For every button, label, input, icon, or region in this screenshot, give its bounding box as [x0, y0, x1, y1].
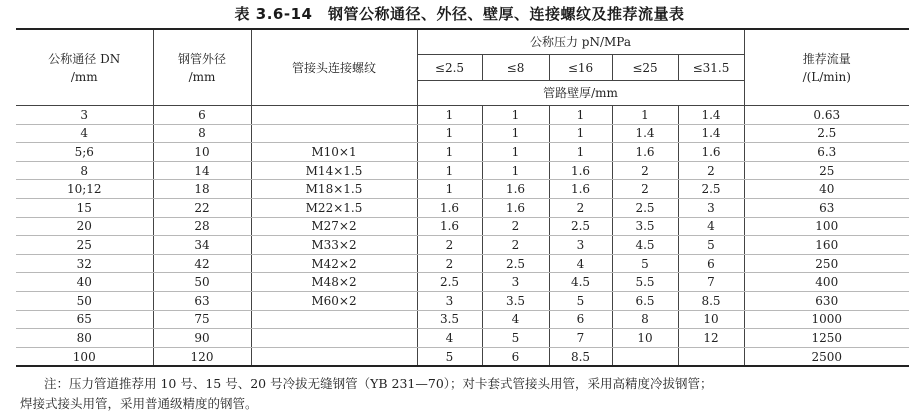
cell-od: 18	[153, 180, 251, 199]
table-row	[16, 329, 909, 348]
cell-od: 14	[153, 161, 251, 180]
cell-flow: 2.5	[744, 124, 909, 143]
cell-wall-8: 1	[482, 161, 549, 180]
header-pressure-level: ≤16	[549, 55, 612, 81]
note-line: 焊接式接头用管，采用普通级精度的钢管。	[20, 396, 258, 411]
cell-wall-8: 5	[482, 329, 549, 348]
cell-dn: 10;12	[16, 180, 153, 199]
header-flow	[744, 29, 909, 106]
header-pressure-level: ≤31.5	[678, 55, 744, 81]
cell-od: 63	[153, 291, 251, 310]
cell-wall-2_5: 1	[417, 180, 482, 199]
cell-flow: 40	[744, 180, 909, 199]
cell-wall-16: 4	[549, 254, 612, 273]
table-row	[16, 106, 909, 125]
cell-wall-31_5: 12	[678, 329, 744, 348]
cell-flow: 2500	[744, 347, 909, 366]
cell-wall-25: 8	[612, 310, 678, 329]
cell-flow: 400	[744, 273, 909, 292]
cell-flow: 1000	[744, 310, 909, 329]
table-row	[16, 198, 909, 217]
cell-wall-31_5: 7	[678, 273, 744, 292]
cell-od: 90	[153, 329, 251, 348]
cell-wall-16: 1.6	[549, 180, 612, 199]
cell-wall-25: 2.5	[612, 198, 678, 217]
cell-thread: M48×2	[251, 273, 417, 292]
cell-wall-2_5: 2	[417, 236, 482, 255]
cell-wall-25: 2	[612, 161, 678, 180]
cell-wall-2_5: 1	[417, 106, 482, 125]
header-thread: 管接头连接螺纹	[251, 29, 417, 106]
cell-thread: M10×1	[251, 143, 417, 162]
header-flow-unit: /(L/min)	[802, 69, 851, 84]
cell-wall-16: 4.5	[549, 273, 612, 292]
cell-dn: 40	[16, 273, 153, 292]
cell-wall-25: 5	[612, 254, 678, 273]
cell-wall-2_5: 1	[417, 161, 482, 180]
cell-flow: 25	[744, 161, 909, 180]
header-dn	[16, 29, 153, 106]
header-pressure: 公称压力 pN/MPa	[417, 29, 744, 55]
header-od-unit: /mm	[188, 69, 216, 84]
table-row	[16, 143, 909, 162]
cell-wall-31_5: 1.6	[678, 143, 744, 162]
cell-wall-16: 5	[549, 291, 612, 310]
table-row	[16, 161, 909, 180]
cell-dn: 4	[16, 124, 153, 143]
cell-thread: M22×1.5	[251, 198, 417, 217]
cell-wall-16: 1	[549, 143, 612, 162]
cell-thread: M60×2	[251, 291, 417, 310]
table-body	[16, 106, 909, 367]
cell-dn: 15	[16, 198, 153, 217]
cell-thread: M42×2	[251, 254, 417, 273]
cell-dn: 20	[16, 217, 153, 236]
table-row	[16, 180, 909, 199]
cell-wall-16: 1	[549, 124, 612, 143]
cell-od: 75	[153, 310, 251, 329]
cell-wall-16: 7	[549, 329, 612, 348]
cell-dn: 100	[16, 347, 153, 366]
header-od	[153, 29, 251, 106]
table-title: 表 3.6-14 钢管公称通径、外径、壁厚、连接螺纹及推荐流量表	[234, 5, 685, 23]
table-note	[20, 374, 915, 414]
cell-thread	[251, 124, 417, 143]
cell-wall-31_5: 4	[678, 217, 744, 236]
cell-flow: 63	[744, 198, 909, 217]
cell-dn: 25	[16, 236, 153, 255]
cell-od: 22	[153, 198, 251, 217]
cell-wall-8: 2	[482, 217, 549, 236]
cell-od: 50	[153, 273, 251, 292]
cell-wall-31_5: 1.4	[678, 106, 744, 125]
cell-flow: 630	[744, 291, 909, 310]
cell-wall-8: 1	[482, 143, 549, 162]
cell-wall-16: 2	[549, 198, 612, 217]
cell-wall-8: 1	[482, 106, 549, 125]
cell-od: 42	[153, 254, 251, 273]
cell-thread	[251, 329, 417, 348]
header-pressure-level: ≤25	[612, 55, 678, 81]
cell-wall-2_5: 1.6	[417, 217, 482, 236]
cell-wall-16: 3	[549, 236, 612, 255]
cell-wall-2_5: 3.5	[417, 310, 482, 329]
cell-wall-25: 1.4	[612, 124, 678, 143]
cell-wall-25: 1.6	[612, 143, 678, 162]
cell-wall-2_5: 3	[417, 291, 482, 310]
cell-flow: 1250	[744, 329, 909, 348]
cell-thread: M18×1.5	[251, 180, 417, 199]
cell-flow: 0.63	[744, 106, 909, 125]
cell-wall-25: 3.5	[612, 217, 678, 236]
cell-od: 28	[153, 217, 251, 236]
cell-wall-16: 6	[549, 310, 612, 329]
cell-wall-2_5: 2.5	[417, 273, 482, 292]
cell-wall-16: 1	[549, 106, 612, 125]
cell-wall-31_5: 3	[678, 198, 744, 217]
cell-wall-31_5: 2	[678, 161, 744, 180]
cell-wall-8: 1.6	[482, 180, 549, 199]
cell-wall-8: 3.5	[482, 291, 549, 310]
cell-wall-2_5: 1	[417, 143, 482, 162]
cell-dn: 32	[16, 254, 153, 273]
table-row	[16, 254, 909, 273]
cell-dn: 8	[16, 161, 153, 180]
cell-dn: 50	[16, 291, 153, 310]
cell-wall-25: 10	[612, 329, 678, 348]
cell-wall-31_5: 5	[678, 236, 744, 255]
cell-thread: M27×2	[251, 217, 417, 236]
cell-wall-8: 2	[482, 236, 549, 255]
header-flow-label: 推荐流量	[802, 51, 851, 66]
cell-wall-31_5: 6	[678, 254, 744, 273]
cell-od: 8	[153, 124, 251, 143]
cell-thread: M33×2	[251, 236, 417, 255]
cell-wall-25	[612, 347, 678, 366]
cell-dn: 5;6	[16, 143, 153, 162]
table-row	[16, 347, 909, 366]
cell-wall-16: 1.6	[549, 161, 612, 180]
table-row	[16, 217, 909, 236]
cell-dn: 3	[16, 106, 153, 125]
note-line: 注：压力管道推荐用 10 号、15 号、20 号冷拔无缝钢管（YB 231—70）；对卡套式管接头用管，采用高精度冷拔钢管；	[44, 376, 713, 391]
cell-od: 6	[153, 106, 251, 125]
cell-wall-25: 1	[612, 106, 678, 125]
cell-wall-31_5: 8.5	[678, 291, 744, 310]
cell-od: 120	[153, 347, 251, 366]
cell-dn: 65	[16, 310, 153, 329]
table-row	[16, 236, 909, 255]
cell-wall-2_5: 1.6	[417, 198, 482, 217]
cell-wall-31_5: 2.5	[678, 180, 744, 199]
cell-thread: M14×1.5	[251, 161, 417, 180]
table-row	[16, 124, 909, 143]
cell-thread	[251, 310, 417, 329]
cell-wall-2_5: 2	[417, 254, 482, 273]
cell-flow: 250	[744, 254, 909, 273]
cell-wall-25: 4.5	[612, 236, 678, 255]
cell-wall-16: 8.5	[549, 347, 612, 366]
cell-wall-16: 2.5	[549, 217, 612, 236]
header-pressure-level: ≤2.5	[417, 55, 482, 81]
cell-thread	[251, 106, 417, 125]
cell-dn: 80	[16, 329, 153, 348]
header-wall-thickness: 管路壁厚/mm	[417, 81, 744, 106]
cell-wall-31_5: 10	[678, 310, 744, 329]
cell-wall-25: 2	[612, 180, 678, 199]
pipe-spec-table	[16, 28, 909, 367]
cell-wall-31_5	[678, 347, 744, 366]
cell-wall-31_5: 1.4	[678, 124, 744, 143]
cell-thread	[251, 347, 417, 366]
header-od-label: 钢管外径	[177, 51, 226, 66]
cell-wall-8: 1.6	[482, 198, 549, 217]
cell-wall-2_5: 1	[417, 124, 482, 143]
header-dn-unit: /mm	[70, 69, 98, 84]
cell-wall-2_5: 4	[417, 329, 482, 348]
cell-flow: 160	[744, 236, 909, 255]
cell-wall-25: 5.5	[612, 273, 678, 292]
cell-flow: 100	[744, 217, 909, 236]
cell-od: 10	[153, 143, 251, 162]
header-pressure-level: ≤8	[482, 55, 549, 81]
cell-flow: 6.3	[744, 143, 909, 162]
cell-wall-8: 2.5	[482, 254, 549, 273]
cell-wall-25: 6.5	[612, 291, 678, 310]
table-row	[16, 310, 909, 329]
cell-wall-8: 1	[482, 124, 549, 143]
cell-wall-8: 3	[482, 273, 549, 292]
header-dn-label: 公称通径 DN	[48, 51, 121, 66]
cell-od: 34	[153, 236, 251, 255]
table-row	[16, 291, 909, 310]
cell-wall-8: 6	[482, 347, 549, 366]
cell-wall-8: 4	[482, 310, 549, 329]
cell-wall-2_5: 5	[417, 347, 482, 366]
table-row	[16, 273, 909, 292]
